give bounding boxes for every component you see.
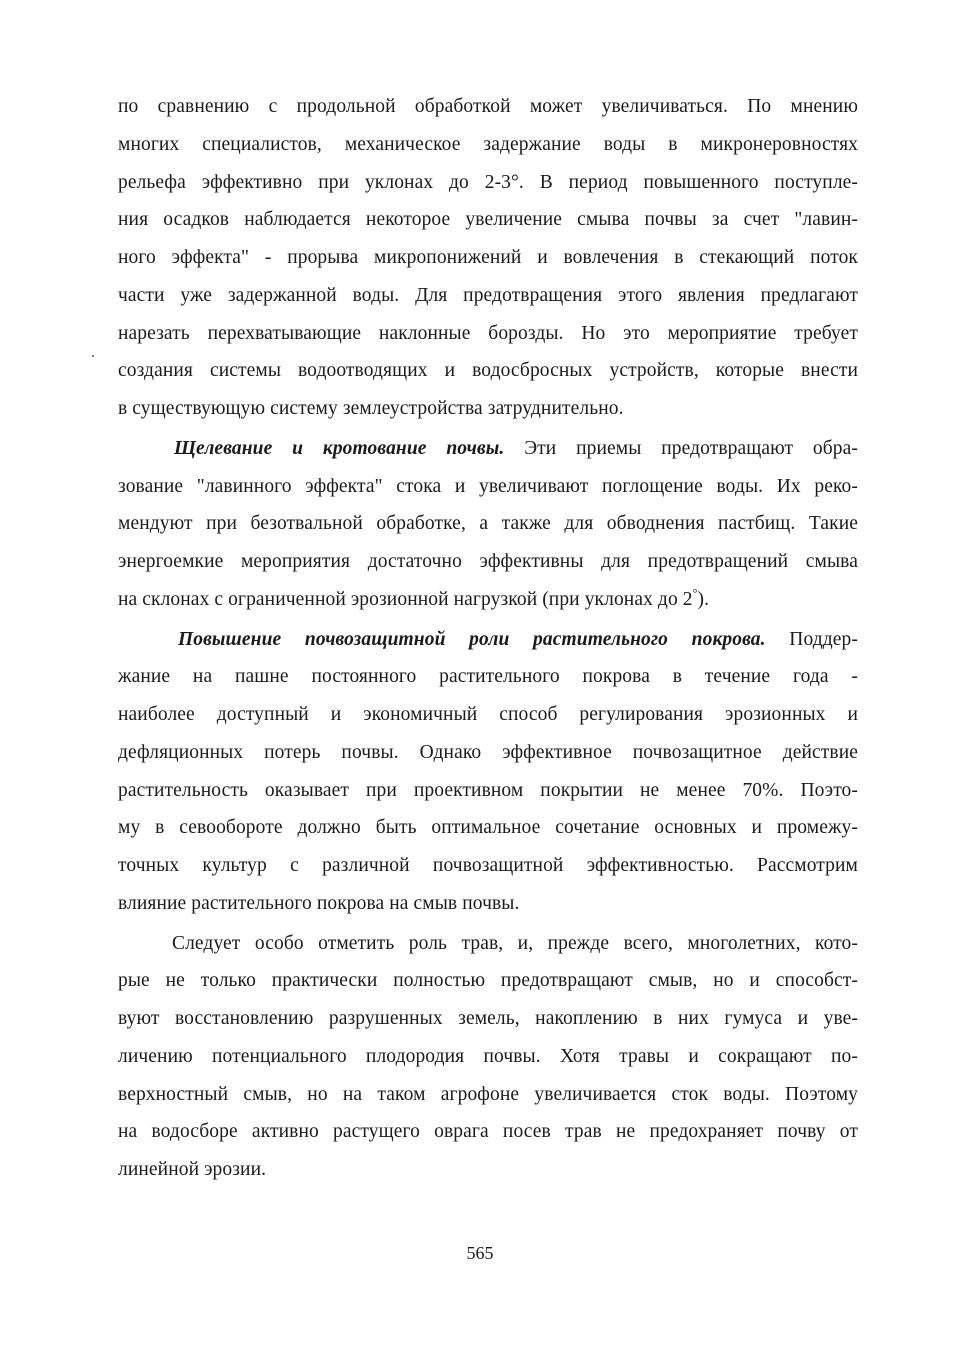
paragraph-line: ного эффекта" - прорыва микропонижений и вовлечения в стекающий поток	[118, 247, 858, 268]
paragraph-line: мендуют при безотвальной обработке, а также для обводнения пастбищ. Такие	[118, 513, 858, 535]
line-text-end: ).	[697, 588, 710, 610]
paragraph-line: вуют восстановлению разрушенных земель, накоплению в них гумуса и уве-	[118, 1008, 858, 1029]
paragraph-line: жание на пашне постоянного растительного покрова в течение года -	[118, 666, 858, 688]
paragraph-line: дефляционных потерь почвы. Однако эффективное почвозащитное действие	[118, 741, 858, 763]
paragraph-4	[118, 925, 858, 1189]
paragraph-2	[118, 430, 858, 619]
paragraph-line: энергоемкие мероприятия достаточно эффективны для предотвращений смыва	[118, 551, 858, 572]
paragraph-line: по сравнению с продольной обработкой может увеличиваться. По мнению	[118, 96, 858, 117]
section-heading: Повышение почвозащитной роли растительного покрова.	[178, 628, 766, 650]
paragraph-line: в существующую систему землеустройства затруднительно.	[118, 398, 624, 419]
paragraph-line: ния осадков наблюдается некоторое увеличение смыва почвы за счет "лавин-	[118, 209, 858, 231]
paragraph-first-line: Следует особо отметить роль трав, и, прежде всего, многолетних, кото-	[172, 932, 858, 954]
body-text	[118, 88, 858, 1189]
paragraph-line: рельефа эффективно при уклонах до 2-3°. В период повышенного поступле-	[118, 171, 858, 193]
paragraph-line: рые не только практически полностью предотвращают смыв, но и способст-	[118, 970, 858, 992]
paragraph-line: создания системы водоотводящих и водосбросных устройств, которые внести	[118, 360, 858, 382]
heading-continuation: Эти приемы предотвращают обра-	[524, 437, 858, 459]
paragraph-last-line	[118, 581, 858, 619]
paragraph-3	[118, 621, 858, 923]
paragraph-line: точных культур с различной почвозащитной эффективностью. Рассмотрим	[118, 855, 858, 876]
paragraph-line: му в севообороте должно быть оптимальное сочетание основных и промежу-	[118, 817, 858, 839]
paragraph-line: наиболее доступный и экономичный способ регулирования эрозионных и	[118, 704, 858, 725]
paragraph-first-line	[118, 621, 858, 659]
paragraph-line: на водосборе активно растущего оврага посев трав не предохраняет почву от	[118, 1121, 858, 1143]
paragraph-line: части уже задержанной воды. Для предотвращения этого явления предлагают	[118, 284, 858, 306]
paragraph-line: нарезать перехватывающие наклонные борозды. Но это мероприятие требует	[118, 322, 858, 344]
scan-speck	[92, 355, 94, 357]
paragraph-line: влияние растительного покрова на смыв почвы.	[118, 892, 520, 914]
paragraph-line: верхностный смыв, но на таком агрофоне увеличивается сток воды. Поэтому	[118, 1083, 858, 1105]
paragraph-line: растительность оказывает при проективном покрытии не менее 70%. Поэто-	[118, 779, 858, 801]
paragraph-line: линейной эрозии.	[118, 1159, 267, 1180]
line-text: на склонах с ограниченной эрозионной нагрузкой (при уклонах до 2	[118, 588, 693, 610]
paragraph-1	[118, 88, 858, 428]
paragraph-line: многих специалистов, механическое задержание воды в микронеровностях	[118, 133, 858, 155]
section-heading: Щелевание и кротование почвы.	[174, 437, 505, 459]
page-number: 565	[466, 1243, 494, 1263]
paragraph-line: личению потенциального плодородия почвы. Хотя травы и сокращают по-	[118, 1045, 858, 1067]
heading-continuation: Поддер-	[789, 628, 858, 650]
paragraph-line: зование "лавинного эффекта" стока и увеличивают поглощение воды. Их реко-	[118, 475, 858, 497]
degree-sign: °	[692, 585, 698, 600]
paragraph-first-line	[118, 430, 858, 468]
